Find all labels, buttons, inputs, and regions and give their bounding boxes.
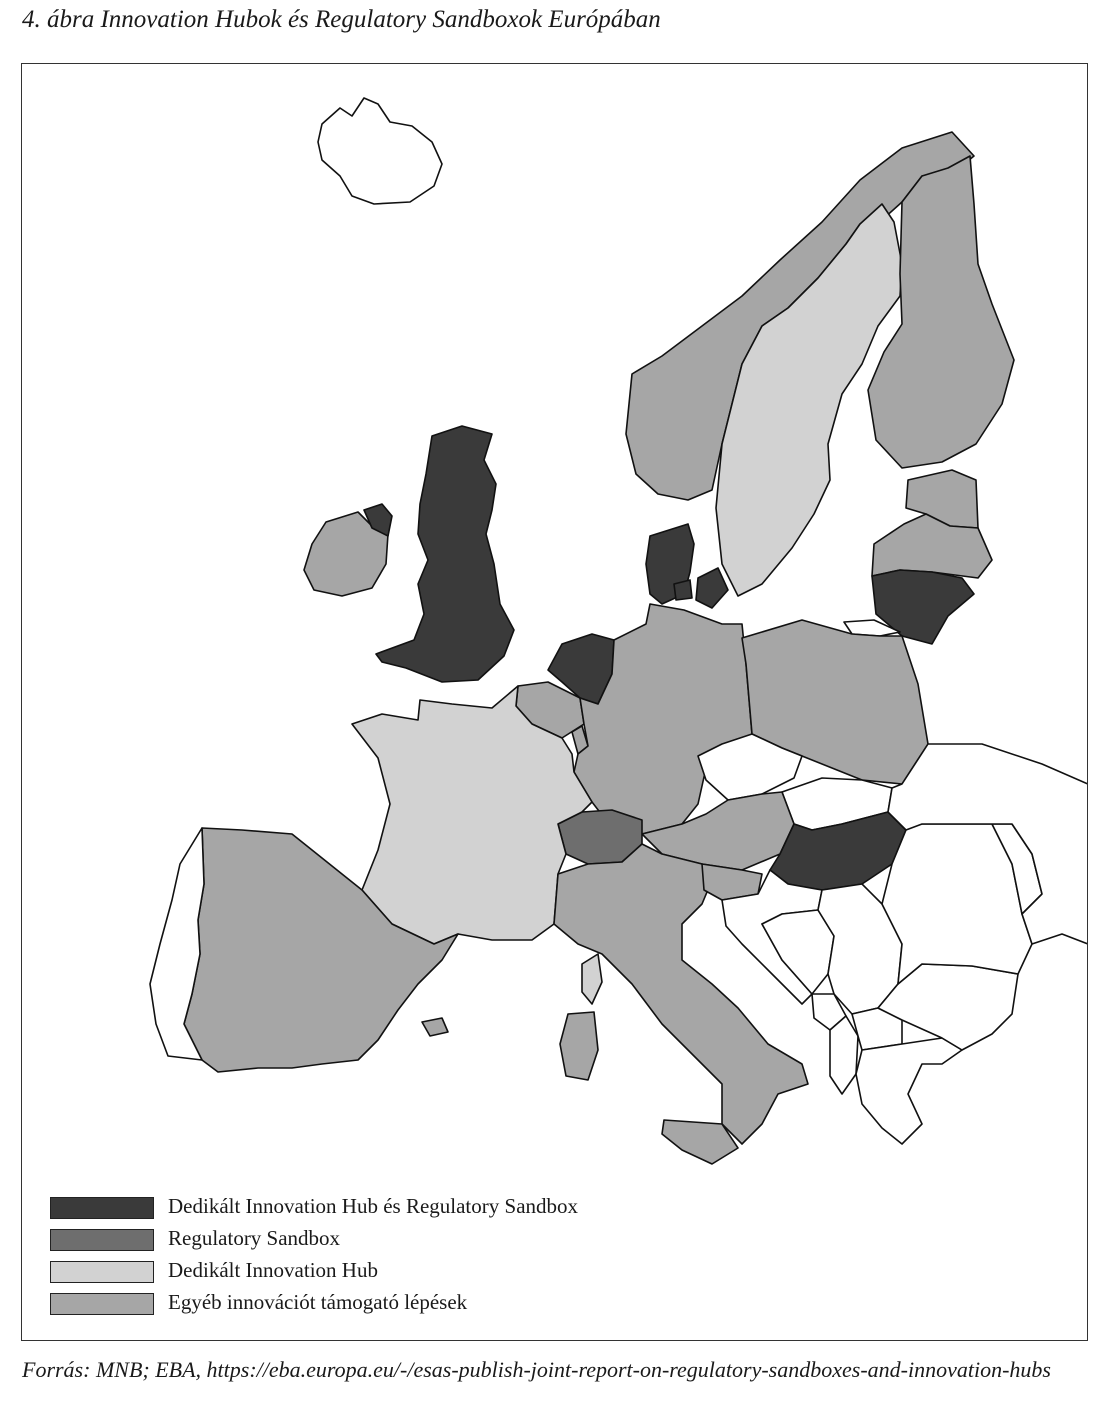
denmark-islands bbox=[696, 568, 728, 608]
legend-label: Regulatory Sandbox bbox=[168, 1226, 341, 1250]
legend-swatch bbox=[50, 1293, 154, 1315]
legend-swatch bbox=[50, 1261, 154, 1283]
map-frame bbox=[21, 63, 1088, 1341]
united-kingdom bbox=[376, 426, 514, 682]
figure-title: 4. ábra Innovation Hubok és Regulatory Sandboxok Európában bbox=[22, 6, 661, 33]
spain-balearic bbox=[422, 1018, 448, 1036]
france-corsica bbox=[582, 954, 602, 1004]
europe-map bbox=[22, 64, 1088, 1341]
italy-sardinia bbox=[560, 1012, 598, 1080]
legend-label: Dedikált Innovation Hub bbox=[168, 1258, 378, 1282]
legend-label: Egyéb innovációt támogató lépések bbox=[168, 1290, 468, 1314]
greece bbox=[856, 1038, 962, 1144]
figure-source: Forrás: MNB; EBA, https://eba.europa.eu/-/esas-publish-joint-report-on-regulatory-sandboxes-and-innovation-hubs bbox=[22, 1357, 1051, 1382]
legend-swatch bbox=[50, 1229, 154, 1251]
albania bbox=[830, 1016, 858, 1094]
iceland bbox=[318, 98, 442, 204]
legend-label: Dedikált Innovation Hub és Regulatory Sandbox bbox=[168, 1194, 579, 1218]
denmark-funen bbox=[674, 580, 692, 600]
legend-swatch bbox=[50, 1197, 154, 1219]
